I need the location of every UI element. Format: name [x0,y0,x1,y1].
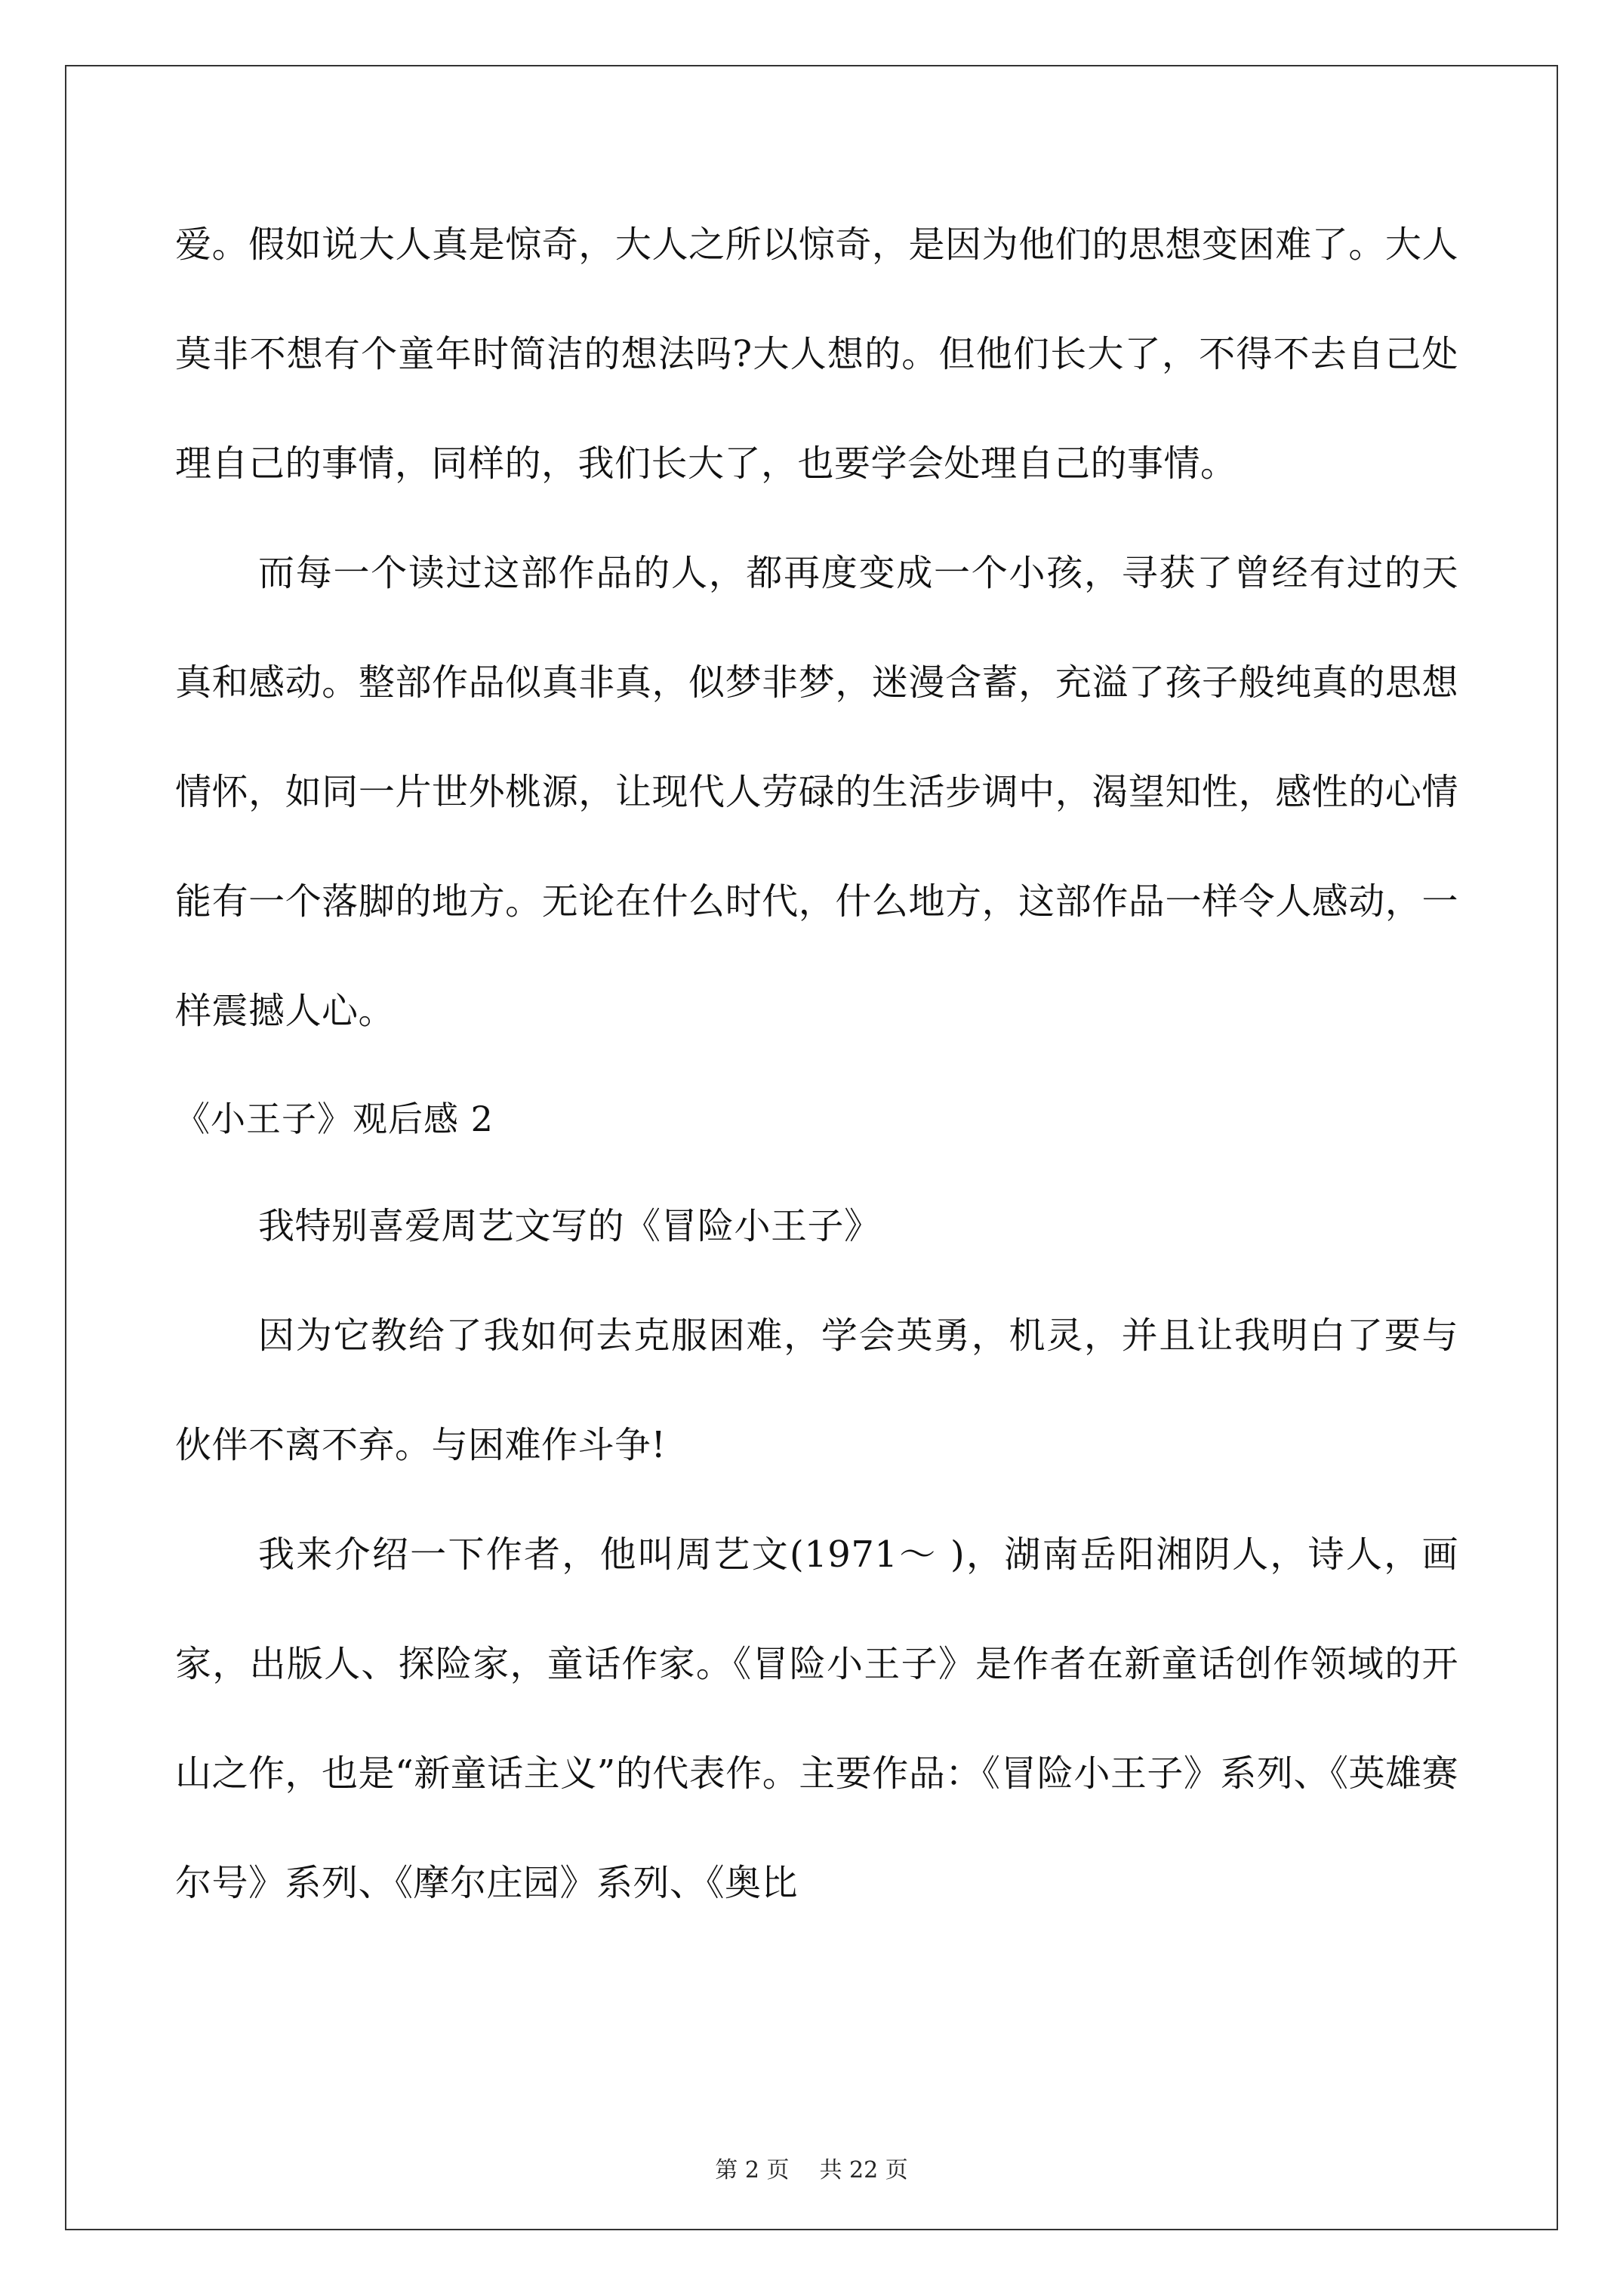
paragraph: 因为它教给了我如何去克服困难，学会英勇，机灵，并且让我明白了要与伙伴不离不弃。与困难作斗争! [175,1314,1458,1466]
document-body [175,190,1458,1938]
total-pages: 共 22 页 [819,2157,908,2184]
page-footer [0,2156,1623,2186]
page-number: 第 2 页 [715,2157,790,2184]
paragraph-continued: 爱。假如说大人真是惊奇，大人之所以惊奇，是因为他们的思想变困难了。大人莫非不想有个童年时简洁的想法吗?大人想的。但他们长大了，不得不去自己处理自己的事情，同样的，我们长大了，也要学会处理自己的事情。 [175,223,1458,485]
section-title: 《小王子》观后感 2 [175,1099,494,1139]
paragraph: 我特别喜爱周艺文写的《冒险小王子》 [258,1205,881,1247]
paragraph: 而每一个读过这部作品的人，都再度变成一个小孩，寻获了曾经有过的天真和感动。整部作品似真非真，似梦非梦，迷漫含蓄，充溢了孩子般纯真的思想情怀，如同一片世外桃源，让现代人劳碌的生活步调中，渴望知性，感性的心情能有一个落脚的地方。无论在什么时代，什么地方，这部作品一样令人感动，一样震撼人心。 [175,552,1458,1032]
paragraph: 我来介绍一下作者，他叫周艺文(1971～ )，湖南岳阳湘阴人，诗人，画家，出版人、探险家，童话作家。《冒险小王子》是作者在新童话创作领域的开山之作，也是“新童话主义”的代表作。主要作品：《冒险小王子》系列、《英雄赛尔号》系列、《摩尔庄园》系列、《奥比 [175,1533,1458,1904]
